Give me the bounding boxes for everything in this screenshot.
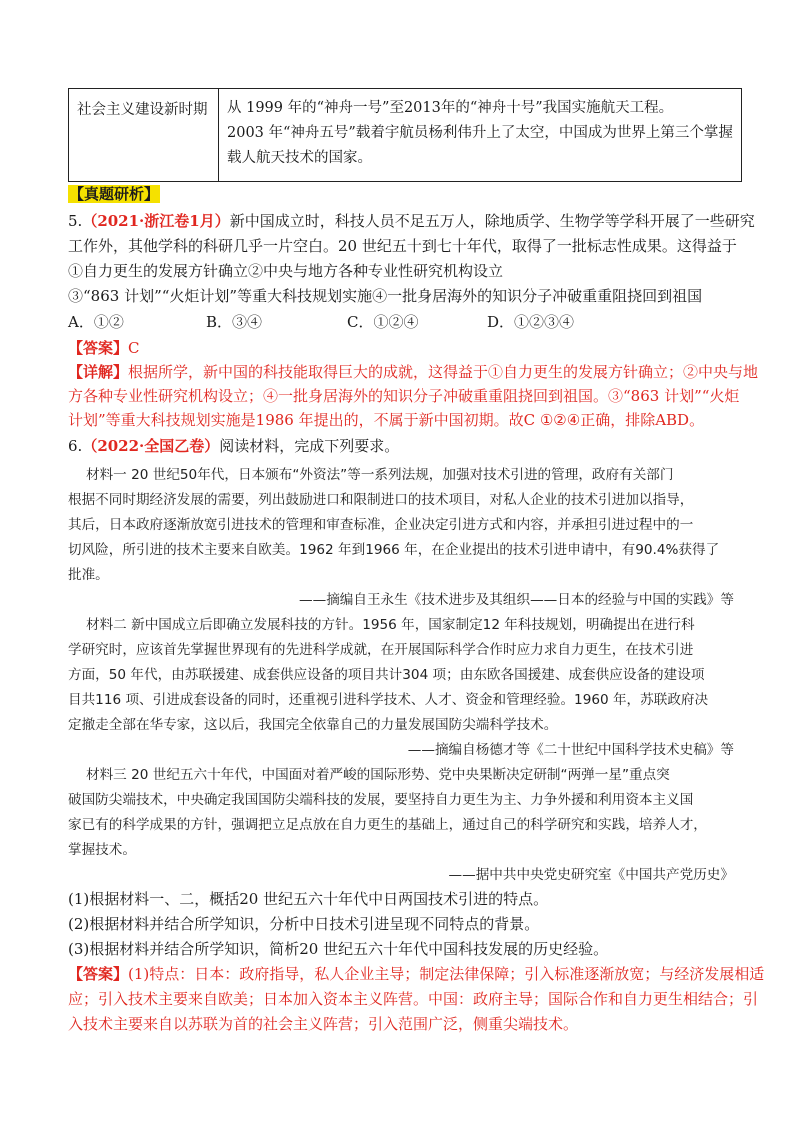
material1-line: 批准。 <box>68 567 109 583</box>
q5-option-b: B．③④ <box>206 313 263 331</box>
q6-answer-text: 应；引入技术主要来自欧美；日本加入资本主义阵营。中国：政府主导；国际合作和自力更生相结合；引 <box>68 990 759 1008</box>
q5-option-a: A．①② <box>68 313 124 331</box>
q5-stem-line: 工作外，其他学科的科研几乎一片空白。20 世纪五十到七十年代，取得了一批标志性成果。这得益于 <box>68 237 737 255</box>
q5-option-c: C．①②④ <box>347 313 419 331</box>
q5-detail-text: 根据所学，新中国的科技能取得巨大的成就，这得益于①自力更生的发展方针确立；②中央与地 <box>128 363 759 381</box>
material2-line: 方面，50 年代，由苏联援建、成套供应设备的项目共计304 项；由东欧各国援建、成套供应设备的建设项 <box>68 667 705 683</box>
material2-line: 定撤走全部在华专家，这以后，我国完全依靠自己的力量发展国防尖端科学技术。 <box>68 717 558 733</box>
q5-option-d: D．①②③④ <box>487 313 575 331</box>
q5-detail-text: 方各种专业性研究机构设立；④一批身居海外的知识分子冲破重重阻挠回到祖国。③“863 计划”“火炬 <box>68 387 740 405</box>
q6-answer-text: 入技术主要来自以苏联为首的社会主义阵营；引入范围广泛，侧重尖端技术。 <box>68 1015 579 1033</box>
table-content-cell <box>219 89 741 181</box>
material2-line: 学研究时，应该首先掌握世界现有的先进科学成就，在开展国际科学合作时应力求自力更生，在技术引进 <box>68 642 694 658</box>
table-content-line: 从 1999 年的“神舟一号”至2013年的“神舟十号”我国实施航天工程。 <box>227 100 674 116</box>
q6-answer-line-1 <box>68 963 764 984</box>
q6-answer-text: (1)特点：日本：政府指导，私人企业主导；制定法律保障；引入标准逐渐放宽；与经济发展相适 <box>128 965 765 983</box>
table-content-line: 载人航天技术的国家。 <box>227 150 372 166</box>
q5-detail-text: 计划”等重大科技规划实施是1986 年提出的，不属于新中国初期。故C ①②④正确，排除ABD。 <box>68 411 705 429</box>
material2-source: ——摘编自杨德才等《二十世纪中国科学技术史稿》等 <box>407 742 734 758</box>
material1-source: ——摘编自王永生《技术进步及其组织——日本的经验与中国的实践》等 <box>299 592 734 608</box>
material3-line: 材料三 20 世纪五六十年代，中国面对着严峻的国际形势、党中央果断决定研制“两弹一星”重点突 <box>86 767 670 783</box>
q5-stem-line: 新中国成立时，科技人员不足五万人，除地质学、生物学等学科开展了一些研究 <box>229 212 755 230</box>
q5-stem-line: ①自力更生的发展方针确立②中央与地方各种专业性研究机构设立 <box>68 262 504 280</box>
material1-line: 根据不同时期经济发展的需要，列出鼓励进口和限制进口的技术项目，对私人企业的技术引进加以指导， <box>68 492 694 508</box>
q5-line-1 <box>68 210 755 231</box>
q6-subquestion-2: (2)根据材料并结合所学知识，分析中日技术引进呈现不同特点的背景。 <box>68 915 540 933</box>
section-tag-line <box>68 183 160 204</box>
q5-answer-line <box>68 337 140 358</box>
q6-subquestion-1: (1)根据材料一、二，概括20 世纪五六十年代中日两国技术引进的特点。 <box>68 890 549 908</box>
q6-number: 6. <box>68 437 83 455</box>
material3-source: ——据中共中央党史研究室《中国共产党历史》 <box>448 867 734 883</box>
q6-line-1 <box>68 435 399 456</box>
material1-line: 切风险，所引进的技术主要来自欧美。1962 年到1966 年，在企业提出的技术引进申请中，有90.4%获得了 <box>68 542 720 558</box>
q6-stem: 阅读材料，完成下列要求。 <box>219 437 400 455</box>
section-tag: 【真题研析】 <box>69 185 160 203</box>
material2-line: 目共116 项、引进成套设备的同时，还重视引进科学技术、人才、资金和管理经验。1960 年，苏联政府决 <box>68 692 709 708</box>
q5-number: 5. <box>68 212 83 230</box>
material2-line: 材料二 新中国成立后即确立发展科技的方针。1956 年，国家制定12 年科技规划，明确提出在进行科 <box>86 617 695 633</box>
material1-line: 材料一 20 世纪50年代，日本颁布“外资法”等一系列法规，加强对技术引进的管理，政府有关部门 <box>86 467 674 483</box>
q5-detail-tag: 【详解】 <box>68 363 129 381</box>
material1-line: 其后，日本政府逐渐放宽引进技术的管理和审查标准，企业决定引进方式和内容，并承担引进过程中的一 <box>68 517 694 533</box>
material3-line: 家已有的科学成果的方针，强调把立足点放在自力更生的基础上，通过自己的科学研究和实践，培养人才， <box>68 817 707 833</box>
history-table <box>68 88 742 182</box>
table-content-line: 2003 年“神舟五号”载着宇航员杨利伟升上了太空，中国成为世界上第三个掌握 <box>227 125 733 141</box>
table-period-cell: 社会主义建设新时期 <box>69 89 219 181</box>
q6-subquestion-3: (3)根据材料并结合所学知识，简析20 世纪五六十年代中国科技发展的历史经验。 <box>68 940 609 958</box>
q5-source: （2021·浙江卷1月） <box>82 212 230 230</box>
q6-source: （2022·全国乙卷） <box>82 437 220 455</box>
q5-options <box>68 311 574 332</box>
q5-answer-tag: 【答案】 <box>68 339 129 357</box>
q6-answer-tag: 【答案】 <box>68 965 129 983</box>
q5-detail-line-1 <box>68 361 758 382</box>
q5-answer: C <box>128 339 140 357</box>
material3-line: 掌握技术。 <box>68 842 136 858</box>
q5-stem-line: ③“863 计划”“火炬计划”等重大科技规划实施④一批身居海外的知识分子冲破重重阻挠回到祖国 <box>68 287 703 305</box>
material3-line: 破国防尖端技术，中央确定我国国防尖端科技的发展，要坚持自力更生为主、力争外援和利用资本主义国 <box>68 792 694 808</box>
